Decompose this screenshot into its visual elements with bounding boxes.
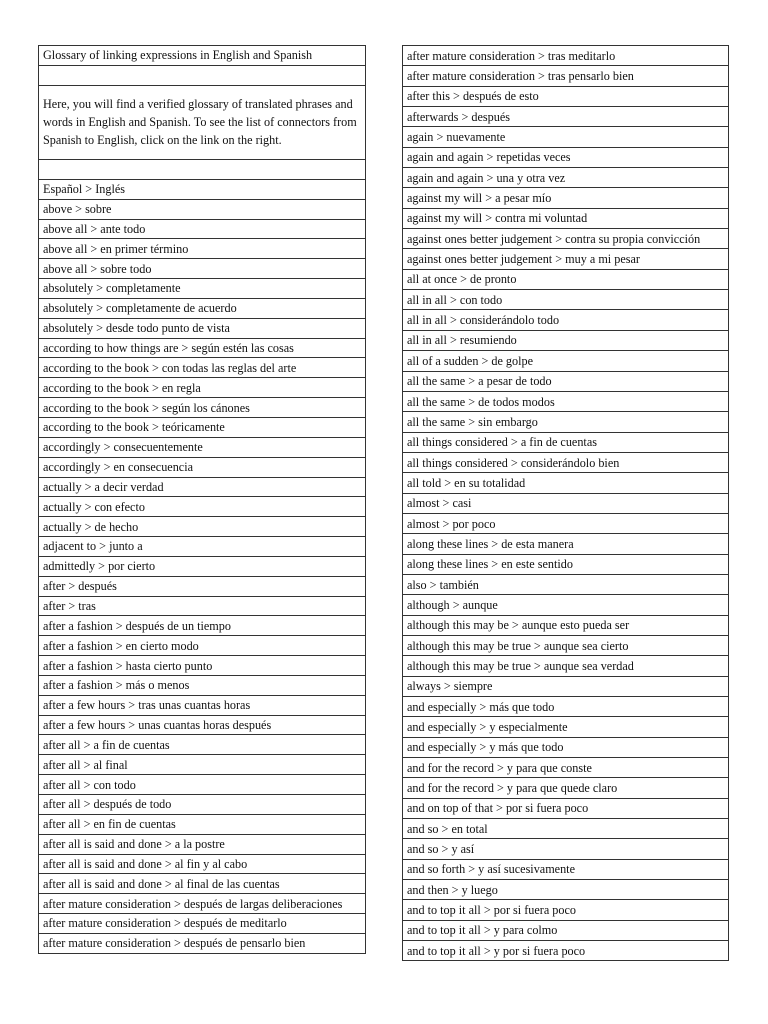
table-row (39, 398, 366, 418)
glossary-entry: actually > a decir verdad (39, 477, 366, 497)
glossary-entry: admittedly > por cierto (39, 556, 366, 576)
table-row (403, 798, 729, 818)
table-row (39, 715, 366, 735)
glossary-entry: and especially > más que todo (403, 697, 729, 717)
table-row (39, 854, 366, 874)
glossary-entry: and on top of that > por si fuera poco (403, 798, 729, 818)
table-row (403, 66, 729, 86)
table-row (39, 358, 366, 378)
table-row (403, 859, 729, 879)
table-row (403, 635, 729, 655)
glossary-entry: after mature consideration > tras meditarlo (403, 46, 729, 66)
table-row (403, 615, 729, 635)
table-row (403, 412, 729, 432)
glossary-table-right (402, 45, 729, 961)
glossary-entry: after all > a fin de cuentas (39, 735, 366, 755)
table-row (39, 338, 366, 358)
glossary-entry: and so forth > y así sucesivamente (403, 859, 729, 879)
glossary-entry: all of a sudden > de golpe (403, 351, 729, 371)
glossary-entry: all the same > de todos modos (403, 391, 729, 411)
table-row (403, 330, 729, 350)
glossary-entry: according to the book > según los cánones (39, 398, 366, 418)
glossary-entry: after this > después de esto (403, 86, 729, 106)
glossary-entry: absolutely > completamente (39, 279, 366, 299)
glossary-entry: all told > en su totalidad (403, 473, 729, 493)
table-row (39, 656, 366, 676)
table-row (403, 656, 729, 676)
glossary-entry: after mature consideration > después de largas deliberaciones (39, 894, 366, 914)
glossary-entry: absolutely > desde todo punto de vista (39, 318, 366, 338)
glossary-entry: after mature consideration > después de meditarlo (39, 914, 366, 934)
table-row (39, 517, 366, 537)
table-row (403, 534, 729, 554)
glossary-entry: after a few hours > unas cuantas horas después (39, 715, 366, 735)
glossary-entry: although this may be true > aunque sea verdad (403, 656, 729, 676)
glossary-entry: all the same > sin embargo (403, 412, 729, 432)
table-row (39, 596, 366, 616)
glossary-entry: after mature consideration > después de pensarlo bien (39, 933, 366, 953)
glossary-entry: after a few hours > tras unas cuantas horas (39, 695, 366, 715)
glossary-entry: and to top it all > por si fuera poco (403, 900, 729, 920)
glossary-entry: against my will > contra mi voluntad (403, 208, 729, 228)
table-row (39, 775, 366, 795)
table-row (39, 437, 366, 457)
table-row (39, 239, 366, 259)
table-row (403, 229, 729, 249)
glossary-entry: and especially > y más que todo (403, 737, 729, 757)
glossary-entry: above all > en primer término (39, 239, 366, 259)
glossary-entry: against my will > a pesar mío (403, 188, 729, 208)
table-row (39, 914, 366, 934)
glossary-entry: also > también (403, 574, 729, 594)
glossary-entry: above all > ante todo (39, 219, 366, 239)
glossary-entry: and then > y luego (403, 880, 729, 900)
table-row (403, 574, 729, 594)
glossary-entry: after all is said and done > al final de las cuentas (39, 874, 366, 894)
glossary-entry: all things considered > a fin de cuentas (403, 432, 729, 452)
table-row (403, 351, 729, 371)
glossary-entry: according to how things are > según estén las cosas (39, 338, 366, 358)
glossary-entry: all things considered > considerándolo bien (403, 452, 729, 472)
glossary-entry: all in all > resumiendo (403, 330, 729, 350)
glossary-entry: again > nuevamente (403, 127, 729, 147)
table-row (39, 636, 366, 656)
glossary-entry: after mature consideration > tras pensarlo bien (403, 66, 729, 86)
glossary-entry: all in all > considerándolo todo (403, 310, 729, 330)
table-row (403, 819, 729, 839)
table-row (39, 537, 366, 557)
glossary-entry: and especially > y especialmente (403, 717, 729, 737)
table-row (39, 199, 366, 219)
table-row (39, 318, 366, 338)
table-row (403, 269, 729, 289)
table-row (39, 378, 366, 398)
table-row (39, 795, 366, 815)
table-row (39, 179, 366, 199)
glossary-entry: along these lines > en este sentido (403, 554, 729, 574)
table-row (403, 697, 729, 717)
glossary-entry: after all > con todo (39, 775, 366, 795)
table-row (403, 493, 729, 513)
table-row (39, 695, 366, 715)
table-row (39, 219, 366, 239)
glossary-title: Glossary of linking expressions in English and Spanish (39, 46, 366, 66)
glossary-entry: although this may be > aunque esto pueda ser (403, 615, 729, 635)
table-row (403, 513, 729, 533)
table-row (403, 900, 729, 920)
table-row (39, 675, 366, 695)
glossary-entry: actually > de hecho (39, 517, 366, 537)
table-row (403, 717, 729, 737)
table-row (403, 46, 729, 66)
glossary-entry: above > sobre (39, 199, 366, 219)
table-row (39, 477, 366, 497)
table-row (403, 432, 729, 452)
glossary-entry: accordingly > consecuentemente (39, 437, 366, 457)
glossary-entry: again and again > repetidas veces (403, 147, 729, 167)
glossary-entry: always > siempre (403, 676, 729, 696)
table-row (39, 298, 366, 318)
table-row (403, 595, 729, 615)
glossary-entry: actually > con efecto (39, 497, 366, 517)
table-row (403, 249, 729, 269)
glossary-entry: after all is said and done > a la postre (39, 834, 366, 854)
table-row (39, 417, 366, 437)
table-row (39, 259, 366, 279)
blank-row (39, 65, 366, 85)
table-row (403, 391, 729, 411)
table-row (39, 834, 366, 854)
glossary-entry: against ones better judgement > contra su propia convicción (403, 229, 729, 249)
table-row (403, 452, 729, 472)
glossary-entry: after all > en fin de cuentas (39, 814, 366, 834)
glossary-entry: accordingly > en consecuencia (39, 457, 366, 477)
glossary-entry: and for the record > y para que quede claro (403, 778, 729, 798)
glossary-entry: almost > por poco (403, 513, 729, 533)
glossary-entry: again and again > una y otra vez (403, 168, 729, 188)
table-row (39, 814, 366, 834)
glossary-entry: almost > casi (403, 493, 729, 513)
glossary-entry: and for the record > y para que conste (403, 758, 729, 778)
glossary-entry: after a fashion > en cierto modo (39, 636, 366, 656)
glossary-entry: after a fashion > después de un tiempo (39, 616, 366, 636)
glossary-entry: according to the book > teóricamente (39, 417, 366, 437)
table-row (403, 310, 729, 330)
table-row (403, 778, 729, 798)
table-row (403, 758, 729, 778)
table-row (39, 279, 366, 299)
glossary-entry: against ones better judgement > muy a mi pesar (403, 249, 729, 269)
table-row (403, 86, 729, 106)
table-row (403, 880, 729, 900)
table-row (39, 735, 366, 755)
glossary-entry: adjacent to > junto a (39, 537, 366, 557)
table-row (403, 127, 729, 147)
table-row (39, 497, 366, 517)
glossary-entry: after all is said and done > al fin y al cabo (39, 854, 366, 874)
table-row (39, 616, 366, 636)
table-row (403, 554, 729, 574)
table-row (403, 107, 729, 127)
table-row (403, 839, 729, 859)
table-row (39, 894, 366, 914)
table-row (403, 168, 729, 188)
glossary-entry: after all > después de todo (39, 795, 366, 815)
table-row (403, 737, 729, 757)
intro-text: Here, you will find a verified glossary of translated phrases and words in English and Spanish. To see the list of connectors from Spanish to English, click on the link on the right. (39, 85, 366, 159)
glossary-entry: along these lines > de esta manera (403, 534, 729, 554)
glossary-entry: afterwards > después (403, 107, 729, 127)
table-row (403, 290, 729, 310)
glossary-entry: after a fashion > más o menos (39, 675, 366, 695)
glossary-table-left (38, 45, 366, 954)
glossary-entry: Español > Inglés (39, 179, 366, 199)
table-row (39, 556, 366, 576)
glossary-entry: and to top it all > y para colmo (403, 920, 729, 940)
table-row (39, 576, 366, 596)
glossary-entry: all at once > de pronto (403, 269, 729, 289)
table-row (39, 755, 366, 775)
table-row (403, 473, 729, 493)
blank-row (39, 159, 366, 179)
glossary-entry: after > después (39, 576, 366, 596)
glossary-entry: and so > en total (403, 819, 729, 839)
table-row (39, 933, 366, 953)
glossary-entry: all in all > con todo (403, 290, 729, 310)
table-row (403, 188, 729, 208)
glossary-entry: all the same > a pesar de todo (403, 371, 729, 391)
table-row (39, 457, 366, 477)
glossary-entry: according to the book > con todas las reglas del arte (39, 358, 366, 378)
table-row (403, 676, 729, 696)
glossary-entry: and so > y así (403, 839, 729, 859)
glossary-entry: according to the book > en regla (39, 378, 366, 398)
glossary-entry: although > aunque (403, 595, 729, 615)
table-row (39, 874, 366, 894)
glossary-entry: after all > al final (39, 755, 366, 775)
table-row (403, 208, 729, 228)
table-row (403, 941, 729, 961)
table-row (403, 371, 729, 391)
glossary-entry: after > tras (39, 596, 366, 616)
glossary-entry: and to top it all > y por si fuera poco (403, 941, 729, 961)
glossary-entry: absolutely > completamente de acuerdo (39, 298, 366, 318)
glossary-entry: although this may be true > aunque sea cierto (403, 635, 729, 655)
glossary-entry: after a fashion > hasta cierto punto (39, 656, 366, 676)
table-row (403, 920, 729, 940)
glossary-entry: above all > sobre todo (39, 259, 366, 279)
table-row (403, 147, 729, 167)
